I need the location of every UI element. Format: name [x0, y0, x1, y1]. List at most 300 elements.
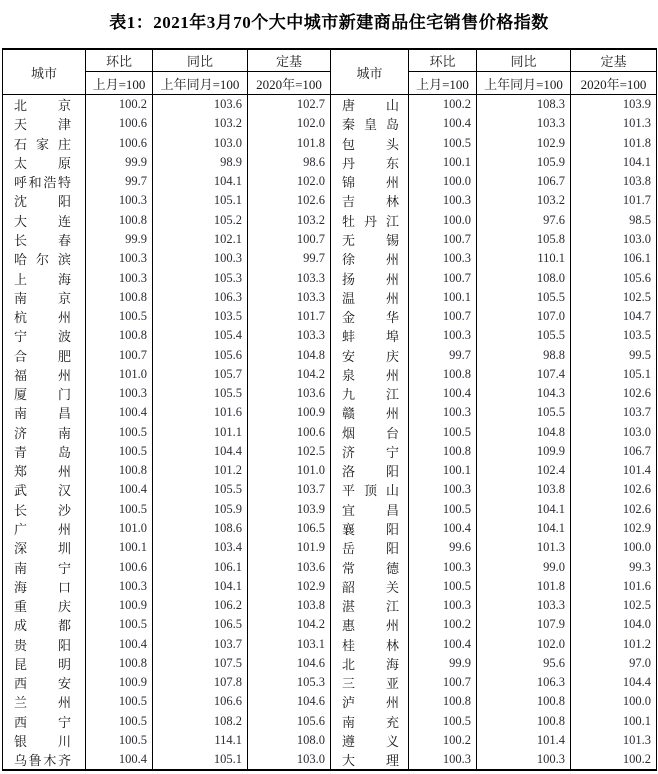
yoy-cell-left: 105.7: [153, 365, 248, 384]
mom-cell-left: 100.5: [86, 442, 153, 461]
mom-cell-left: 100.5: [86, 423, 153, 442]
city-cell-left: [3, 577, 86, 596]
fixed-cell-left: 104.2: [248, 615, 331, 634]
city-name: 银川: [14, 733, 71, 749]
city-name: 贵阳: [14, 637, 71, 653]
yoy-cell-right: 105.5: [477, 326, 571, 345]
mom-cell-left: 101.0: [86, 519, 153, 538]
fixed-cell-left: 103.8: [248, 596, 331, 615]
city-cell-left: [3, 750, 86, 770]
fixed-cell-left: 105.6: [248, 712, 331, 731]
fixed-cell-left: 101.7: [248, 307, 331, 326]
city-cell-right: [331, 634, 409, 653]
city-name: 泸州: [342, 695, 399, 711]
city-name: 包头: [342, 136, 399, 152]
mom-cell-left: 99.9: [86, 153, 153, 172]
header-fixed-left: 定基: [248, 49, 331, 72]
yoy-cell-left: 106.2: [153, 596, 248, 615]
fixed-cell-left: 100.6: [248, 423, 331, 442]
city-name: 昆明: [14, 656, 71, 672]
city-name: 安庆: [342, 348, 399, 364]
yoy-cell-right: 98.8: [477, 345, 571, 364]
mom-cell-left: 100.5: [86, 500, 153, 519]
city-cell-right: [331, 230, 409, 249]
mom-cell-left: 100.2: [86, 95, 153, 115]
city-name: 天津: [14, 117, 71, 133]
mom-cell-right: 100.2: [409, 615, 477, 634]
city-cell-right: [331, 211, 409, 230]
fixed-cell-right: 101.3: [571, 114, 657, 133]
city-cell-left: [3, 673, 86, 692]
city-name: 青岛: [14, 444, 71, 460]
fixed-cell-right: 103.5: [571, 326, 657, 345]
yoy-cell-left: 106.6: [153, 692, 248, 711]
city-name: 温州: [342, 290, 399, 306]
yoy-cell-right: 104.1: [477, 519, 571, 538]
yoy-cell-left: 104.1: [153, 577, 248, 596]
yoy-cell-right: 101.8: [477, 577, 571, 596]
yoy-cell-right: 102.4: [477, 461, 571, 480]
fixed-cell-right: 101.6: [571, 577, 657, 596]
mom-cell-left: 100.5: [86, 731, 153, 750]
fixed-cell-left: 103.3: [248, 288, 331, 307]
city-name: 岳阳: [342, 541, 399, 557]
mom-cell-right: 100.1: [409, 153, 477, 172]
yoy-cell-right: 101.4: [477, 731, 571, 750]
city-name: 广州: [14, 521, 71, 537]
fixed-cell-left: 102.0: [248, 114, 331, 133]
yoy-cell-left: 105.6: [153, 345, 248, 364]
yoy-cell-left: 106.1: [153, 557, 248, 576]
mom-cell-left: 100.8: [86, 288, 153, 307]
fixed-cell-left: 103.0: [248, 750, 331, 770]
table-row: [3, 692, 657, 711]
city-name: 呼和浩特: [14, 175, 71, 191]
fixed-cell-right: 104.0: [571, 615, 657, 634]
table-row: [3, 500, 657, 519]
city-name: 南京: [14, 290, 71, 306]
fixed-cell-right: 104.1: [571, 153, 657, 172]
mom-cell-right: 100.4: [409, 519, 477, 538]
mom-cell-right: 100.2: [409, 731, 477, 750]
fixed-cell-left: 101.9: [248, 538, 331, 557]
yoy-cell-right: 108.0: [477, 268, 571, 287]
city-name: 惠州: [342, 618, 399, 634]
mom-cell-right: 100.1: [409, 461, 477, 480]
mom-cell-right: 100.7: [409, 673, 477, 692]
city-name: 厦门: [14, 387, 71, 403]
header-mom-base-right: 上月=100: [409, 72, 477, 95]
table-row: [3, 403, 657, 422]
city-cell-left: [3, 423, 86, 442]
fixed-cell-right: 98.5: [571, 211, 657, 230]
mom-cell-right: 100.4: [409, 114, 477, 133]
city-name: 郑州: [14, 464, 71, 480]
yoy-cell-left: 107.8: [153, 673, 248, 692]
yoy-cell-right: 100.8: [477, 712, 571, 731]
city-cell-right: [331, 692, 409, 711]
fixed-cell-right: 100.1: [571, 712, 657, 731]
table-row: [3, 461, 657, 480]
yoy-cell-left: 103.6: [153, 95, 248, 115]
fixed-cell-right: 102.9: [571, 519, 657, 538]
mom-cell-left: 100.3: [86, 577, 153, 596]
yoy-cell-left: 105.1: [153, 750, 248, 770]
fixed-cell-right: 100.2: [571, 750, 657, 770]
city-cell-right: [331, 500, 409, 519]
yoy-cell-left: 103.4: [153, 538, 248, 557]
city-name: 大连: [14, 213, 71, 229]
table-row: [3, 750, 657, 770]
mom-cell-right: 100.8: [409, 442, 477, 461]
mom-cell-left: 100.8: [86, 211, 153, 230]
mom-cell-right: 100.7: [409, 268, 477, 287]
city-cell-right: [331, 731, 409, 750]
fixed-cell-left: 104.8: [248, 345, 331, 364]
mom-cell-right: 99.7: [409, 345, 477, 364]
yoy-cell-right: 102.9: [477, 134, 571, 153]
city-cell-left: [3, 114, 86, 133]
city-cell-right: [331, 384, 409, 403]
header-yoy-left: 同比: [153, 49, 248, 72]
table-row: [3, 95, 657, 115]
city-cell-left: [3, 731, 86, 750]
yoy-cell-right: 109.9: [477, 442, 571, 461]
city-cell-right: [331, 249, 409, 268]
fixed-cell-left: 100.7: [248, 230, 331, 249]
yoy-cell-left: 101.1: [153, 423, 248, 442]
mom-cell-left: 99.7: [86, 172, 153, 191]
city-name: 乌鲁木齐: [14, 753, 71, 769]
city-cell-right: [331, 345, 409, 364]
fixed-cell-left: 104.2: [248, 365, 331, 384]
city-cell-left: [3, 268, 86, 287]
yoy-cell-right: 97.6: [477, 211, 571, 230]
table-row: [3, 114, 657, 133]
mom-cell-right: 100.4: [409, 634, 477, 653]
city-name: 徐州: [342, 252, 399, 268]
mom-cell-right: 100.5: [409, 134, 477, 153]
fixed-cell-right: 103.0: [571, 230, 657, 249]
yoy-cell-right: 103.8: [477, 480, 571, 499]
city-name: 济宁: [342, 444, 399, 460]
city-name: 泉州: [342, 367, 399, 383]
table-row: [3, 538, 657, 557]
fixed-cell-right: 101.2: [571, 634, 657, 653]
mom-cell-left: 100.7: [86, 345, 153, 364]
fixed-cell-right: 99.5: [571, 345, 657, 364]
city-cell-left: [3, 538, 86, 557]
fixed-cell-right: 101.4: [571, 461, 657, 480]
city-name: 武汉: [14, 483, 71, 499]
header-mom-base-left: 上月=100: [86, 72, 153, 95]
yoy-cell-left: 107.5: [153, 654, 248, 673]
city-cell-right: [331, 172, 409, 191]
city-name: 太原: [14, 155, 71, 171]
city-name: 三亚: [342, 676, 399, 692]
mom-cell-left: 100.8: [86, 461, 153, 480]
city-cell-right: [331, 750, 409, 770]
city-name: 桂林: [342, 637, 399, 653]
city-name: 西宁: [14, 714, 71, 730]
city-cell-right: [331, 519, 409, 538]
yoy-cell-right: 105.8: [477, 230, 571, 249]
city-cell-left: [3, 692, 86, 711]
mom-cell-left: 100.5: [86, 712, 153, 731]
table-row: [3, 480, 657, 499]
yoy-cell-left: 101.6: [153, 403, 248, 422]
yoy-cell-left: 105.5: [153, 384, 248, 403]
city-cell-left: [3, 461, 86, 480]
city-name: 平顶山: [342, 483, 399, 499]
mom-cell-left: 100.1: [86, 538, 153, 557]
city-name: 锦州: [342, 175, 399, 191]
city-cell-left: [3, 153, 86, 172]
yoy-cell-right: 105.5: [477, 288, 571, 307]
city-name: 上海: [14, 271, 71, 287]
fixed-cell-left: 98.6: [248, 153, 331, 172]
city-name: 烟台: [342, 425, 399, 441]
city-name: 丹东: [342, 155, 399, 171]
city-name: 湛江: [342, 599, 399, 615]
yoy-cell-left: 105.1: [153, 191, 248, 210]
city-cell-right: [331, 365, 409, 384]
table-row: [3, 731, 657, 750]
city-cell-right: [331, 673, 409, 692]
city-cell-left: [3, 191, 86, 210]
yoy-cell-right: 100.8: [477, 692, 571, 711]
city-cell-left: [3, 95, 86, 115]
mom-cell-right: 100.5: [409, 577, 477, 596]
header-city-right: 城市: [331, 49, 409, 95]
city-name: 福州: [14, 367, 71, 383]
city-cell-left: [3, 634, 86, 653]
yoy-cell-left: 103.7: [153, 634, 248, 653]
table-body: [3, 95, 657, 771]
yoy-cell-right: 100.3: [477, 750, 571, 770]
table-row: [3, 634, 657, 653]
city-name: 洛阳: [342, 464, 399, 480]
city-cell-right: [331, 596, 409, 615]
mom-cell-right: 100.5: [409, 423, 477, 442]
yoy-cell-left: 104.1: [153, 172, 248, 191]
mom-cell-left: 100.9: [86, 673, 153, 692]
city-cell-left: [3, 384, 86, 403]
yoy-cell-left: 108.2: [153, 712, 248, 731]
fixed-cell-left: 103.7: [248, 480, 331, 499]
fixed-cell-right: 103.7: [571, 403, 657, 422]
city-cell-right: [331, 654, 409, 673]
fixed-cell-left: 102.6: [248, 191, 331, 210]
city-name: 大理: [342, 753, 399, 769]
city-name: 长春: [14, 232, 71, 248]
city-cell-right: [331, 557, 409, 576]
fixed-cell-left: 103.3: [248, 268, 331, 287]
fixed-cell-right: 102.6: [571, 384, 657, 403]
table-row: [3, 384, 657, 403]
header-yoy-base-left: 上年同月=100: [153, 72, 248, 95]
fixed-cell-right: 102.5: [571, 596, 657, 615]
table-row: [3, 191, 657, 210]
mom-cell-right: 100.8: [409, 692, 477, 711]
table-row: [3, 153, 657, 172]
yoy-cell-right: 107.4: [477, 365, 571, 384]
mom-cell-right: 100.3: [409, 249, 477, 268]
mom-cell-left: 100.3: [86, 249, 153, 268]
yoy-cell-right: 107.9: [477, 615, 571, 634]
yoy-cell-left: 104.4: [153, 442, 248, 461]
mom-cell-right: 99.6: [409, 538, 477, 557]
mom-cell-right: 100.1: [409, 288, 477, 307]
yoy-cell-right: 102.0: [477, 634, 571, 653]
city-name: 北京: [14, 98, 71, 114]
yoy-cell-right: 104.1: [477, 500, 571, 519]
mom-cell-right: 100.5: [409, 712, 477, 731]
city-name: 石家庄: [14, 136, 71, 152]
city-cell-left: [3, 172, 86, 191]
fixed-cell-left: 101.8: [248, 134, 331, 153]
yoy-cell-right: 101.3: [477, 538, 571, 557]
yoy-cell-left: 103.2: [153, 114, 248, 133]
mom-cell-right: 100.3: [409, 403, 477, 422]
mom-cell-left: 100.3: [86, 268, 153, 287]
fixed-cell-right: 105.6: [571, 268, 657, 287]
city-name: 宜昌: [342, 502, 399, 518]
yoy-cell-left: 102.1: [153, 230, 248, 249]
city-name: 赣州: [342, 406, 399, 422]
fixed-cell-left: 102.0: [248, 172, 331, 191]
table-row: [3, 423, 657, 442]
mom-cell-right: 100.3: [409, 480, 477, 499]
fixed-cell-right: 99.3: [571, 557, 657, 576]
yoy-cell-left: 105.9: [153, 500, 248, 519]
fixed-cell-left: 108.0: [248, 731, 331, 750]
price-index-table: [2, 48, 657, 771]
city-cell-right: [331, 461, 409, 480]
fixed-cell-left: 103.2: [248, 211, 331, 230]
table-row: [3, 307, 657, 326]
city-name: 深圳: [14, 541, 71, 557]
city-cell-right: [331, 577, 409, 596]
mom-cell-left: 100.8: [86, 654, 153, 673]
table-row: [3, 249, 657, 268]
city-name: 哈尔滨: [14, 252, 71, 268]
yoy-cell-right: 103.2: [477, 191, 571, 210]
mom-cell-left: 100.5: [86, 692, 153, 711]
fixed-cell-right: 97.0: [571, 654, 657, 673]
fixed-cell-right: 101.8: [571, 134, 657, 153]
city-name: 沈阳: [14, 194, 71, 210]
city-cell-left: [3, 288, 86, 307]
table-header: [3, 49, 657, 95]
city-cell-right: [331, 712, 409, 731]
mom-cell-right: 100.3: [409, 326, 477, 345]
header-mom-right: 环比: [409, 49, 477, 72]
city-name: 重庆: [14, 599, 71, 615]
city-cell-right: [331, 307, 409, 326]
city-cell-left: [3, 230, 86, 249]
mom-cell-left: 100.5: [86, 615, 153, 634]
mom-cell-right: 100.3: [409, 557, 477, 576]
city-cell-left: [3, 519, 86, 538]
city-cell-right: [331, 442, 409, 461]
mom-cell-left: 100.4: [86, 750, 153, 770]
city-name: 南昌: [14, 406, 71, 422]
city-name: 蚌埠: [342, 329, 399, 345]
fixed-cell-right: 101.7: [571, 191, 657, 210]
mom-cell-left: 101.0: [86, 365, 153, 384]
mom-cell-right: 100.0: [409, 211, 477, 230]
yoy-cell-right: 106.7: [477, 172, 571, 191]
mom-cell-right: 100.5: [409, 500, 477, 519]
mom-cell-right: 100.4: [409, 384, 477, 403]
mom-cell-left: 100.6: [86, 134, 153, 153]
yoy-cell-right: 99.0: [477, 557, 571, 576]
city-name: 无锡: [342, 232, 399, 248]
yoy-cell-left: 105.5: [153, 480, 248, 499]
fixed-cell-right: 103.0: [571, 423, 657, 442]
city-cell-left: [3, 211, 86, 230]
table-row: [3, 557, 657, 576]
yoy-cell-right: 110.1: [477, 249, 571, 268]
city-cell-left: [3, 249, 86, 268]
yoy-cell-left: 105.4: [153, 326, 248, 345]
table-row: [3, 268, 657, 287]
city-name: 西安: [14, 676, 71, 692]
yoy-cell-right: 105.5: [477, 403, 571, 422]
city-cell-right: [331, 191, 409, 210]
city-name: 成都: [14, 618, 71, 634]
yoy-cell-left: 105.3: [153, 268, 248, 287]
fixed-cell-left: 103.6: [248, 557, 331, 576]
city-cell-left: [3, 403, 86, 422]
header-yoy-right: 同比: [477, 49, 571, 72]
mom-cell-right: 99.9: [409, 654, 477, 673]
city-cell-right: [331, 538, 409, 557]
mom-cell-left: 99.9: [86, 230, 153, 249]
city-name: 合肥: [14, 348, 71, 364]
table-row: [3, 442, 657, 461]
fixed-cell-left: 100.9: [248, 403, 331, 422]
city-cell-left: [3, 365, 86, 384]
city-name: 常德: [342, 560, 399, 576]
city-cell-left: [3, 480, 86, 499]
city-cell-left: [3, 712, 86, 731]
city-name: 杭州: [14, 310, 71, 326]
table-row: [3, 596, 657, 615]
header-yoy-base-right: 上年同月=100: [477, 72, 571, 95]
city-name: 遵义: [342, 733, 399, 749]
yoy-cell-right: 103.3: [477, 596, 571, 615]
city-cell-left: [3, 307, 86, 326]
mom-cell-right: 100.3: [409, 596, 477, 615]
yoy-cell-left: 103.0: [153, 134, 248, 153]
page-title: 表1：2021年3月70个大中城市新建商品住宅销售价格指数: [109, 13, 549, 32]
city-cell-right: [331, 423, 409, 442]
table-row: [3, 134, 657, 153]
city-name: 宁波: [14, 329, 71, 345]
fixed-cell-right: 101.3: [571, 731, 657, 750]
yoy-cell-right: 105.9: [477, 153, 571, 172]
city-cell-left: [3, 500, 86, 519]
table-row: [3, 654, 657, 673]
mom-cell-left: 100.4: [86, 634, 153, 653]
city-name: 韶关: [342, 579, 399, 595]
yoy-cell-right: 103.3: [477, 114, 571, 133]
city-name: 牡丹江: [342, 213, 399, 229]
yoy-cell-right: 107.0: [477, 307, 571, 326]
fixed-cell-right: 100.0: [571, 692, 657, 711]
